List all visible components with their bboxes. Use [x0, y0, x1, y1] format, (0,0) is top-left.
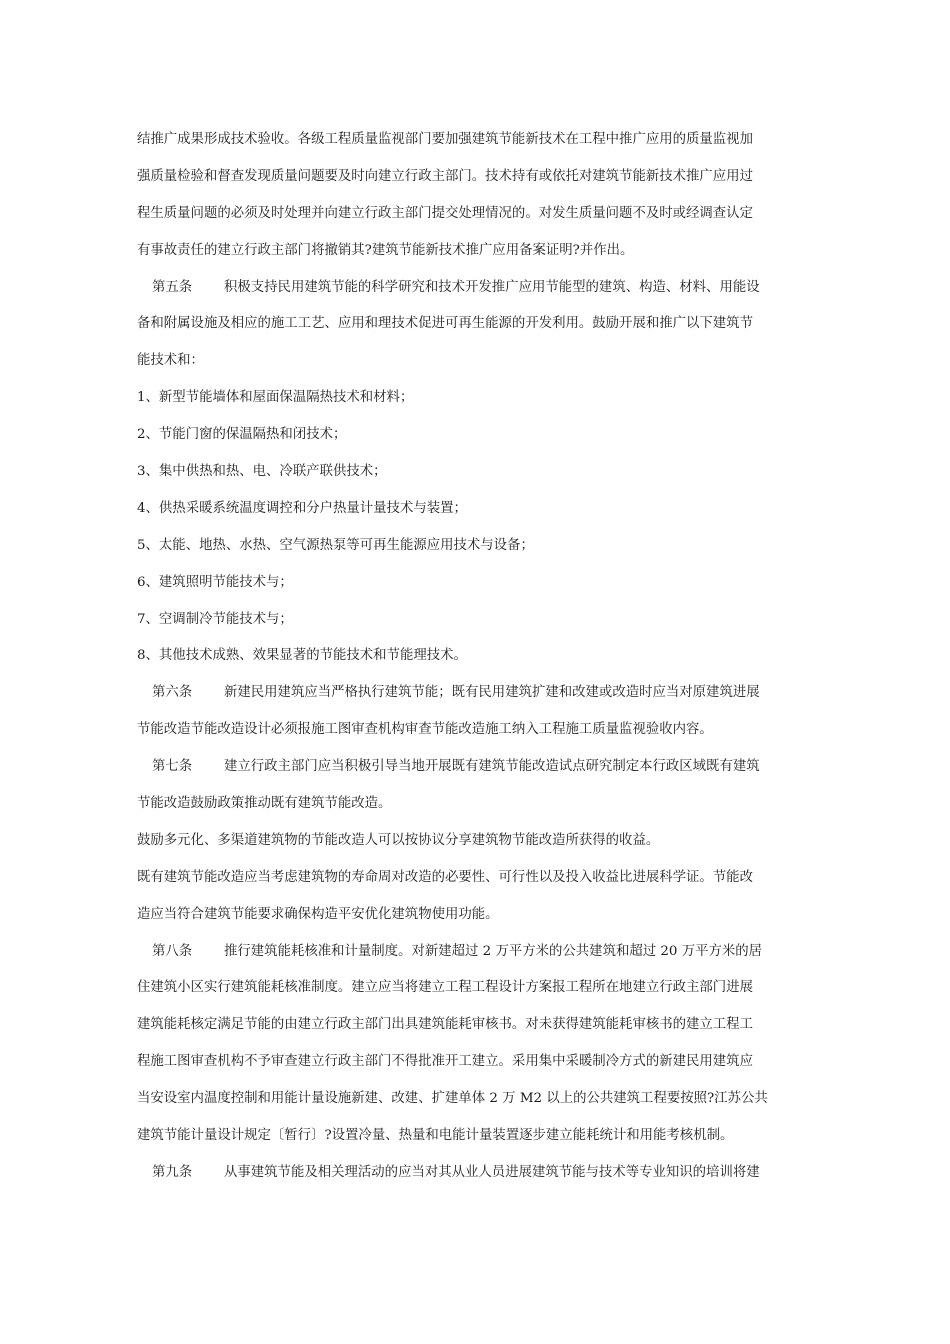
text-line: 建筑节能计量设计规定〔暂行〕?设置冷量、热量和电能计量装置逐步建立能耗统计和用能考核机制。 — [137, 1128, 734, 1144]
list-item: 6、建筑照明节能技术与； — [137, 574, 293, 590]
text-line — [137, 1155, 803, 1192]
article-number: 第六条 — [152, 685, 193, 701]
text-line — [137, 749, 803, 786]
text-line: 能技术和： — [137, 353, 204, 369]
article-8 — [137, 934, 803, 1155]
article-text: 建立行政主部门应当积极引导当地开展既有建筑节能改造试点研究制定本行政区域既有建筑 — [224, 759, 760, 775]
article-6 — [137, 675, 803, 749]
article-number: 第八条 — [152, 943, 193, 959]
text-line: 节能改造节能改造设计必须报施工图审查机构审查节能改造施工纳入工程施工质量监视验收内容。 — [137, 722, 713, 738]
text-line: 有事故责任的建立行政主部门将撤销其?建筑节能新技术推广应用备案证明?并作出。 — [137, 242, 634, 258]
document-body — [137, 122, 803, 1192]
text-line — [137, 934, 803, 971]
text-line: 当安设室内温度控制和用能计量设施新建、改建、扩建单体 2 万 M2 以上的公共建筑工程要按照?江苏公共 — [137, 1091, 768, 1107]
text-line — [137, 270, 803, 307]
text-line: 建筑能耗核定满足节能的由建立行政主部门出具建筑能耗审核书。对未获得建筑能耗审核书的建立工程工 — [137, 1017, 753, 1033]
article-text: 推行建筑能耗核准和计量制度。对新建超过 2 万平方米的公共建筑和超过 20 万平方米的居 — [224, 943, 763, 959]
list-item: 7、空调制冷节能技术与； — [137, 611, 293, 627]
list-item: 3、集中供热和热、电、冷联产联供技术； — [137, 464, 387, 480]
article-number: 第九条 — [152, 1164, 193, 1180]
list-item: 4、供热采暖系统温度调控和分户热量计量技术与装置； — [137, 500, 467, 516]
text-line: 程生质量问题的必须及时处理并向建立行政主部门提交处理情况的。对发生质量问题不及时或经调查认定 — [137, 205, 753, 221]
text-line: 程施工图审查机构不予审查建立行政主部门不得批准开工建立。采用集中采暖制冷方式的新建民用建筑应 — [137, 1054, 753, 1070]
text-line: 节能改造鼓励政策推动既有建筑节能改造。 — [137, 796, 392, 812]
text-line: 结推广成果形成技术验收。各级工程质量监视部门要加强建筑节能新技术在工程中推广应用的质量监视加 — [137, 132, 753, 147]
text-line: 住建筑小区实行建筑能耗核准制度。建立应当将建立工程工程设计方案报工程所在地建立行政主部门进展 — [137, 980, 753, 996]
technology-list — [137, 380, 803, 675]
article-9 — [137, 1155, 803, 1192]
text-line: 既有建筑节能改造应当考虑建筑物的寿命周对改造的必要性、可行性以及投入收益比进展科学证。节能改 — [137, 869, 753, 885]
list-item: 1、新型节能墙体和屋面保温隔热技术和材料； — [137, 390, 414, 406]
article-text: 积极支持民用建筑节能的科学研究和技术开发推广应用节能型的建筑、构造、材料、用能设 — [224, 279, 760, 295]
text-line: 强质量检验和督查发现质量问题要及时向建立行政主部门。技术持有或依托对建筑节能新技术推广应用过 — [137, 168, 753, 184]
text-line: 鼓励多元化、多渠道建筑物的节能改造人可以按协议分享建筑物节能改造所获得的收益。 — [137, 832, 660, 848]
article-7 — [137, 749, 803, 933]
article-number: 第五条 — [152, 279, 193, 295]
text-line: 备和附属设施及相应的施工工艺、应用和理技术促进可再生能源的开发利用。鼓励开展和推广以下建筑节 — [137, 316, 753, 332]
article-text: 新建民用建筑应当严格执行建筑节能；既有民用建筑扩建和改建或改造时应当对原建筑进展 — [224, 685, 760, 701]
list-item: 5、太能、地热、水热、空气源热泵等可再生能源应用技术与设备； — [137, 537, 534, 553]
article-5 — [137, 270, 803, 381]
continued-paragraph — [137, 122, 803, 270]
article-text: 从事建筑节能及相关理活动的应当对其从业人员进展建筑节能与技术等专业知识的培训将建 — [224, 1164, 760, 1180]
list-item: 2、节能门窗的保温隔热和闭技术； — [137, 427, 347, 443]
list-item: 8、其他技术成熟、效果显著的节能技术和节能理技术。 — [137, 648, 467, 664]
article-number: 第七条 — [152, 759, 193, 775]
text-line: 造应当符合建筑节能要求确保构造平安优化建筑物使用功能。 — [137, 906, 499, 922]
text-line — [137, 675, 803, 712]
